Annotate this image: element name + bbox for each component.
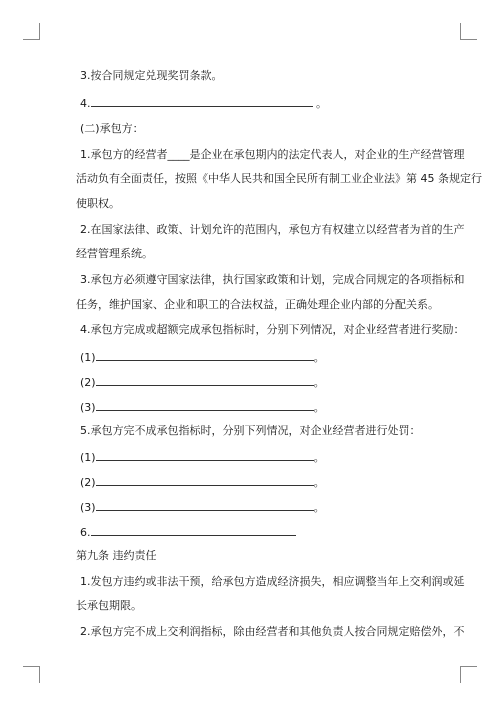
reward-item-2 (80, 374, 325, 390)
article-9-heading: 第九条 违约责任 (76, 549, 157, 562)
blank-underline[interactable] (91, 95, 313, 107)
reward-item-1-prefix: (1) (80, 351, 96, 364)
contractor-clause-2-line-2: 经营管理系统。 (76, 247, 153, 260)
penalty-item-2-suffix: 。 (313, 476, 325, 489)
liability-clause-1-line-1: 1.发包方违约或非法干预，给承包方造成经济损失，相应调整当年上交利润或延 (80, 575, 465, 588)
reward-item-1-suffix: 。 (313, 351, 325, 364)
clause-4-suffix: 。 (316, 97, 327, 110)
penalty-item-1-suffix: 。 (313, 451, 325, 464)
blank-underline[interactable] (96, 474, 314, 486)
blank-underline[interactable] (96, 499, 314, 511)
contractor-clause-5-text: 5.承包方完不成承包指标时，分别下列情况，对企业经营者进行处罚： (80, 424, 421, 437)
penalty-item-3-suffix: 。 (313, 501, 325, 514)
clause-6-prefix: 6. (80, 526, 91, 539)
clause-3-text: 3.按合同规定兑现奖罚条款。 (80, 69, 223, 82)
penalty-item-3-prefix: (3) (80, 501, 96, 514)
clause-4-fill-line (80, 95, 327, 111)
section-heading-contractor: (二)承包方： (80, 122, 144, 135)
contractor-clause-3-line-2: 任务，维护国家、企业和职工的合法权益，正确处理企业内部的分配关系。 (76, 298, 439, 311)
contractor-clause-2-line-1: 2.在国家法律、政策、计划允许的范围内，承包方有权建立以经营者为首的生产 (80, 223, 465, 236)
blank-underline[interactable] (91, 524, 296, 536)
liability-clause-1-line-2: 长承包期限。 (76, 599, 142, 612)
reward-item-2-prefix: (2) (80, 376, 96, 389)
blank-underline[interactable] (96, 374, 314, 386)
reward-item-2-suffix: 。 (313, 376, 325, 389)
reward-item-3 (80, 399, 325, 415)
clause-4-prefix: 4. (80, 97, 91, 110)
contractor-clause-1-line-2: 活动负有全面责任，按照《中华人民共和国全民所有制工业企业法》第 45 条规定行 (76, 172, 482, 185)
penalty-item-1-prefix: (1) (80, 451, 96, 464)
penalty-item-3 (80, 499, 325, 515)
crop-mark-top-left (23, 23, 40, 40)
blank-underline[interactable] (96, 449, 314, 461)
reward-item-3-suffix: 。 (313, 401, 325, 414)
penalty-item-1 (80, 449, 325, 465)
reward-item-3-prefix: (3) (80, 401, 96, 414)
liability-clause-2-line-1: 2.承包方完不成上交利润指标，除由经营者和其他负责人按合同规定赔偿外，不 (80, 625, 465, 638)
contractor-clause-4-text: 4.承包方完成或超额完成承包指标时，分别下列情况，对企业经营者进行奖励： (80, 323, 465, 336)
crop-mark-top-right (460, 23, 477, 40)
contractor-clause-3-line-1: 3.承包方必须遵守国家法律，执行国家政策和计划，完成合同规定的各项指标和 (80, 273, 465, 286)
contractor-clause-1-line-3: 使职权。 (76, 197, 120, 210)
reward-item-1 (80, 349, 325, 365)
blank-underline[interactable] (96, 349, 314, 361)
blank-underline[interactable] (96, 399, 314, 411)
contractor-clause-1-line-1: 1.承包方的经营者____是企业在承包期内的法定代表人，对企业的生产经营管理 (80, 148, 465, 161)
penalty-item-2 (80, 474, 325, 490)
crop-mark-bottom-left (23, 666, 40, 683)
crop-mark-bottom-right (460, 666, 477, 683)
contractor-clause-6-fill-line (80, 524, 296, 540)
penalty-item-2-prefix: (2) (80, 476, 96, 489)
